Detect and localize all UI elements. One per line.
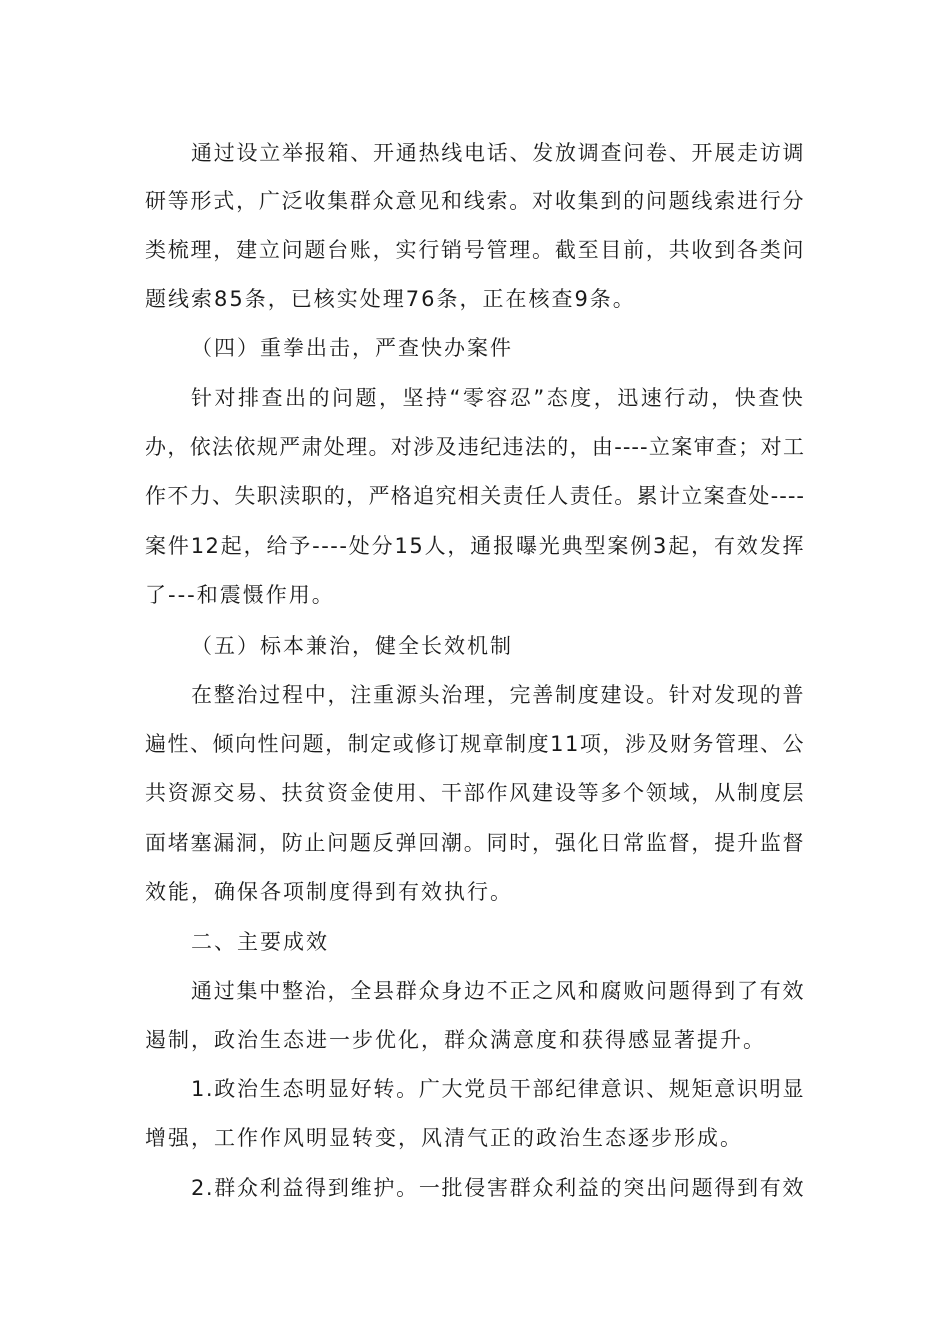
- text-line: 遍性、倾向性问题，制定或修订规章制度11项，涉及财务管理、公: [145, 732, 805, 756]
- text-line: 研等形式，广泛收集群众意见和线索。对收集到的问题线索进行分: [145, 189, 805, 213]
- text-line: 题线索85条，已核实处理76条，正在核查9条。: [145, 287, 636, 311]
- text-line: 遏制，政治生态进一步优化，群众满意度和获得感显著提升。: [145, 1028, 766, 1052]
- text-line: 1.政治生态明显好转。广大党员干部纪律意识、规矩意识明显: [191, 1077, 805, 1101]
- text-line: 针对排查出的问题，坚持“零容忍”态度，迅速行动，快查快: [191, 386, 806, 410]
- text-line: 在整治过程中，注重源头治理，完善制度建设。针对发现的普: [191, 683, 805, 707]
- heading-section-5: （五）标本兼治，健全长效机制: [191, 634, 513, 658]
- heading-section-4: （四）重拳出击，严查快办案件: [191, 336, 513, 360]
- text-line: 了---和震慑作用。: [145, 583, 335, 607]
- text-line: 作不力、失职渎职的，严格追究相关责任人责任。累计立案查处----: [145, 484, 805, 508]
- text-line: 通过集中整治，全县群众身边不正之风和腐败问题得到了有效: [191, 979, 805, 1003]
- text-line: 面堵塞漏洞，防止问题反弹回潮。同时，强化日常监督，提升监督: [145, 831, 805, 855]
- text-line: 类梳理，建立问题台账，实行销号管理。截至目前，共收到各类问: [145, 238, 805, 262]
- text-line: 效能，确保各项制度得到有效执行。: [145, 880, 513, 904]
- text-line: 2.群众利益得到维护。一批侵害群众利益的突出问题得到有效: [191, 1176, 805, 1200]
- text-line: 办，依法依规严肃处理。对涉及违纪违法的，由----立案审查；对工: [145, 435, 805, 459]
- text-line: 增强，工作作风明显转变，风清气正的政治生态逐步形成。: [145, 1126, 743, 1150]
- text-line: 通过设立举报箱、开通热线电话、发放调查问卷、开展走访调: [191, 141, 805, 165]
- heading-main-results: 二、主要成效: [191, 930, 329, 954]
- text-line: 共资源交易、扶贫资金使用、干部作风建设等多个领域，从制度层: [145, 781, 805, 805]
- text-line: 案件12起，给予----处分15人，通报曝光典型案例3起，有效发挥: [145, 534, 805, 558]
